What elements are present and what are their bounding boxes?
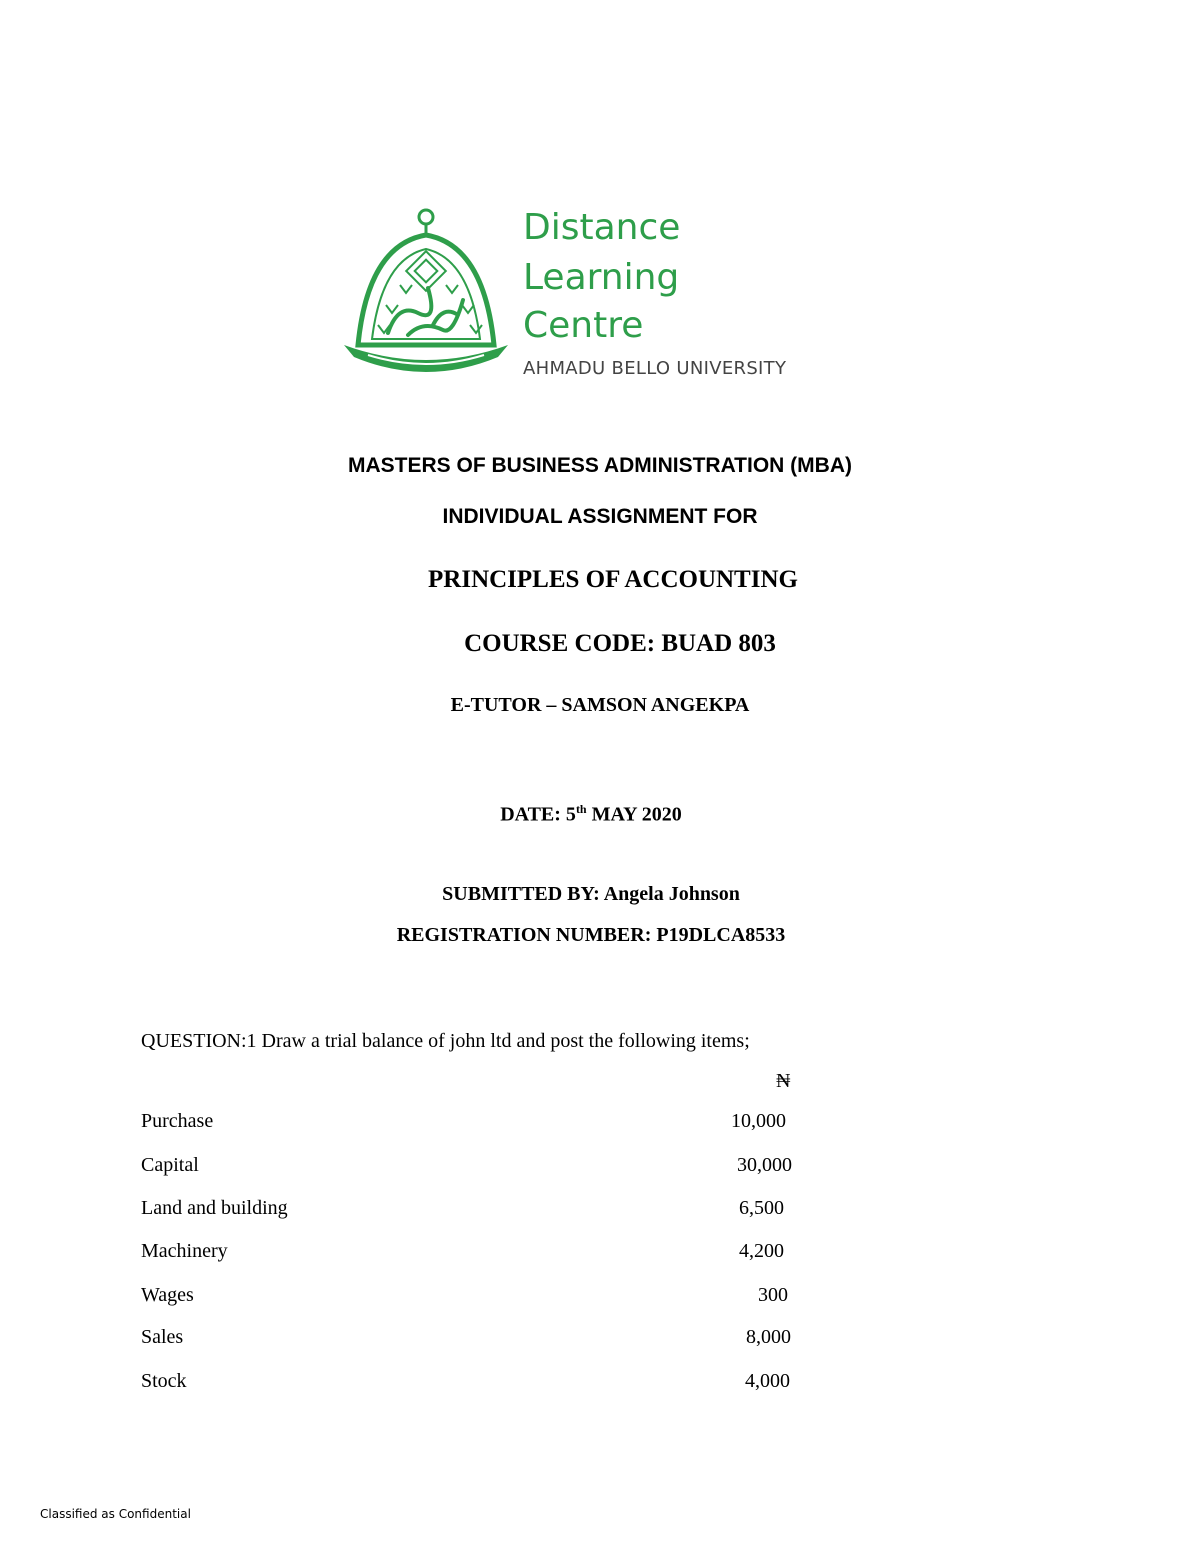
item-label: Land and building [141,1197,288,1219]
item-label: Machinery [141,1240,228,1262]
logo-university: AHMADU BELLO UNIVERSITY [523,358,787,379]
logo-line-centre: Centre [523,305,644,346]
item-value: 10,000 [731,1110,786,1132]
course-title: PRINCIPLES OF ACCOUNTING [428,566,798,593]
item-value: 4,000 [745,1370,790,1392]
submitted-by: SUBMITTED BY: Angela Johnson [442,883,740,905]
item-value: 4,200 [739,1240,784,1262]
currency-symbol: ₦ [776,1070,791,1092]
item-label: Wages [141,1284,194,1306]
abu-crest-icon [338,205,508,385]
item-label: Purchase [141,1110,214,1132]
course-code: COURSE CODE: BUAD 803 [464,630,776,657]
logo-line-distance: Distance [523,207,681,248]
date-line: DATE: 5th MAY 2020 [500,802,682,826]
item-value: 300 [758,1284,788,1306]
item-value: 8,000 [746,1326,791,1348]
program-heading: MASTERS OF BUSINESS ADMINISTRATION (MBA) [348,454,852,477]
logo [338,205,858,395]
etutor-line: E-TUTOR – SAMSON ANGEKPA [450,694,750,716]
item-value: 30,000 [737,1154,792,1176]
classification-footer: Classified as Confidential [40,1507,191,1521]
registration-number: REGISTRATION NUMBER: P19DLCA8533 [396,924,786,946]
question-text: QUESTION:1 Draw a trial balance of john ltd and post the following items; [141,1030,750,1052]
item-label: Stock [141,1370,187,1392]
assignment-heading: INDIVIDUAL ASSIGNMENT FOR [442,505,758,528]
item-label: Capital [141,1154,199,1176]
item-value: 6,500 [739,1197,784,1219]
item-label: Sales [141,1326,184,1348]
logo-line-learning: Learning [523,257,680,298]
